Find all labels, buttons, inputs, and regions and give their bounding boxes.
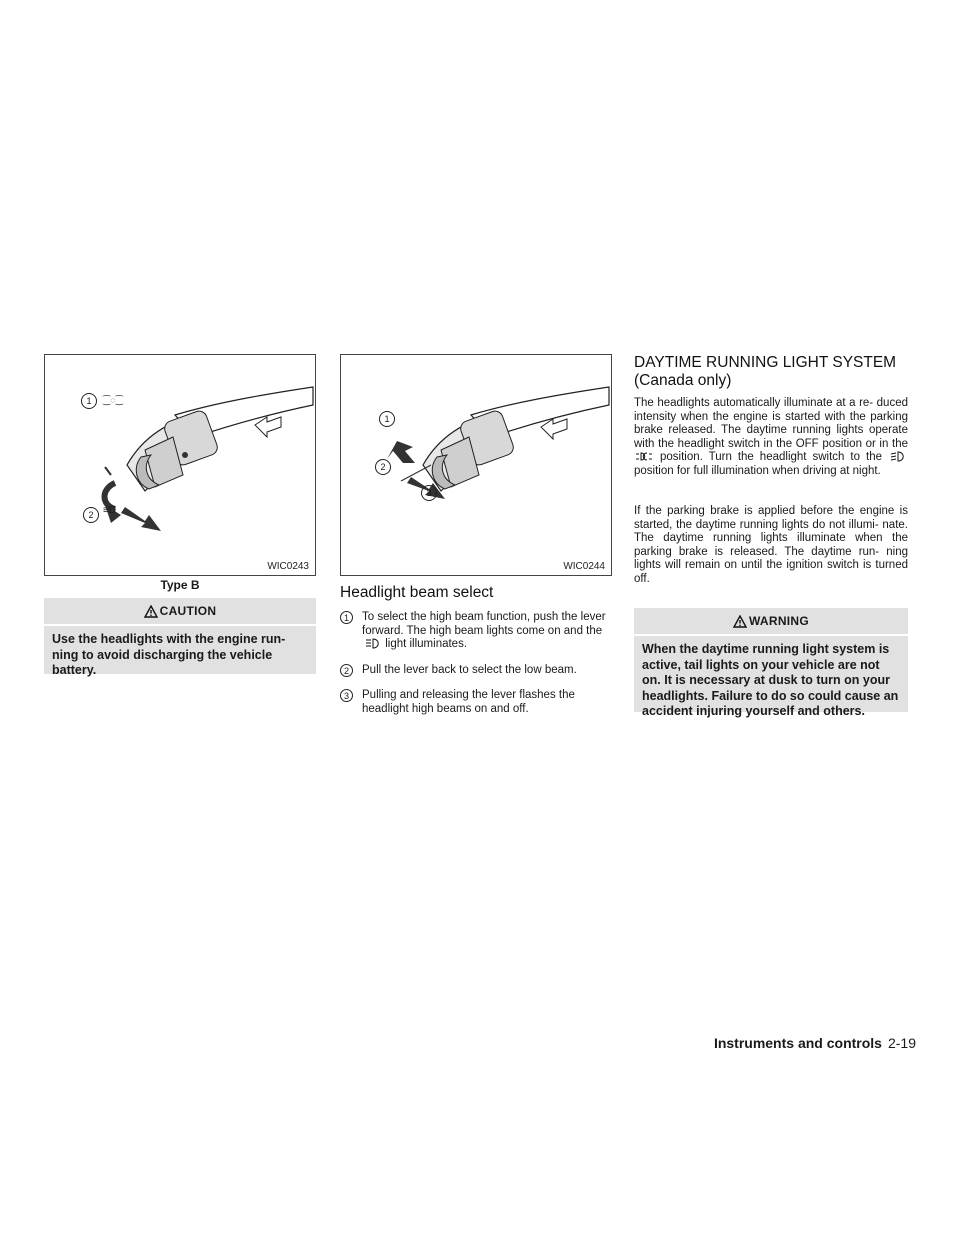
drl-title-line2: (Canada only) xyxy=(634,372,732,389)
step-text-after: light illuminates. xyxy=(385,638,468,651)
caution-heading-text: CAUTION xyxy=(159,604,217,618)
high-beam-icon xyxy=(362,638,382,649)
step-number: 3 xyxy=(340,689,353,702)
figure-type-b xyxy=(44,354,316,576)
headlight-switch-illustration xyxy=(45,355,315,575)
drl-paragraph-2: If the parking brake is applied before the engine is started, the daytime running lights do not illumi- nate. The daytime running lights illuminate when the parking brake is released. The daytime run- ning lights will remain on until the ignition switch is turned off. xyxy=(634,505,908,585)
section-title-drl xyxy=(634,354,924,390)
caution-box xyxy=(44,598,316,677)
step-item xyxy=(340,664,612,678)
figure-code: WIC0244 xyxy=(563,561,605,572)
step-text: Pull the lever back to select the low beam. xyxy=(362,663,577,676)
section-title-beam-select: Headlight beam select xyxy=(340,584,494,601)
drl-p1-part-b: position. Turn the headlight switch to the xyxy=(660,451,882,464)
step-text: To select the high beam function, push the lever forward. The high beam lights come on and the xyxy=(362,611,606,637)
beam-steps xyxy=(340,611,612,729)
step-item xyxy=(340,611,612,652)
high-beam-icon: ≡D xyxy=(103,505,117,516)
parking-light-icon xyxy=(634,451,654,462)
warning-heading-text: WARNING xyxy=(748,614,810,628)
drl-p1-part-a: The headlights automatically illuminate at a re- duced intensity when the engine is started with the parking brake released. The daytime running lights operate with the headlight switch in the OFF position or in the xyxy=(634,397,908,450)
figure-marker: 1 xyxy=(81,393,97,409)
step-item xyxy=(340,689,612,716)
warning-text: When the daytime running light system is active, tail lights on your vehicle are not on. It is necessary at dusk to turn on your headlights. Failure to do so could cause an accident injuring yourself and others. xyxy=(642,642,899,718)
drl-p1-part-c: position for full illumination when driving at night. xyxy=(634,464,881,477)
figure-marker: 2 xyxy=(375,459,391,475)
caution-heading xyxy=(44,598,316,626)
caution-text: Use the headlights with the engine run- ning to avoid discharging the vehicle battery. xyxy=(52,632,286,677)
warning-triangle-icon xyxy=(733,615,747,628)
page-footer xyxy=(714,1035,916,1051)
step-text: Pulling and releasing the lever flashes the headlight high beams on and off. xyxy=(362,689,575,715)
figure-beam-select xyxy=(340,354,612,576)
figure-marker: 1 xyxy=(379,411,395,427)
warning-heading xyxy=(634,608,908,636)
figure-marker: 3 xyxy=(421,485,437,501)
figure-marker: 2 xyxy=(83,507,99,523)
parking-light-icon: ⁐◌⁐ xyxy=(103,395,123,405)
step-number: 2 xyxy=(340,664,353,677)
drl-paragraph-1 xyxy=(634,397,908,479)
headlight-icon xyxy=(888,451,908,462)
footer-section: Instruments and controls xyxy=(713,1035,882,1051)
figure-caption: Type B xyxy=(160,578,200,592)
figure-code: WIC0243 xyxy=(267,561,309,572)
page-number: 2-19 xyxy=(887,1035,916,1051)
warning-triangle-icon xyxy=(144,605,158,618)
warning-box xyxy=(634,608,908,718)
drl-title-line1: DAYTIME RUNNING LIGHT SYSTEM xyxy=(634,354,897,371)
step-number: 1 xyxy=(340,611,353,624)
